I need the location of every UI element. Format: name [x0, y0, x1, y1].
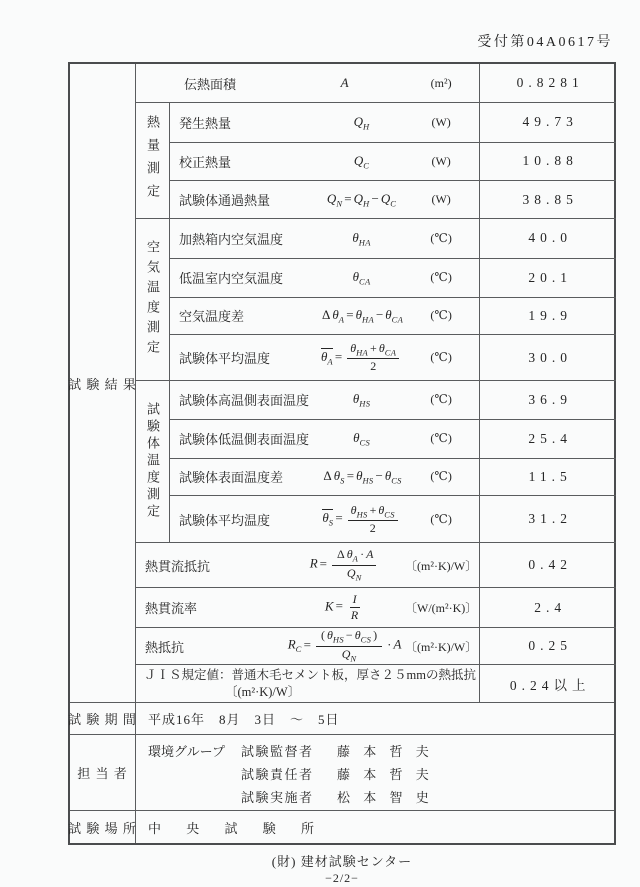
table-row — [170, 142, 616, 181]
row-formula — [320, 191, 403, 209]
row-main-cell — [170, 219, 480, 258]
formula-operator: − — [375, 307, 384, 323]
staff-name: 藤 本 哲 夫 — [336, 767, 434, 782]
staff-name: 藤 本 哲 夫 — [336, 744, 434, 759]
fraction-numerator — [332, 547, 376, 565]
bottom-rows — [70, 702, 614, 843]
row-value: 31.2 — [528, 511, 572, 527]
formula-subscript: CS — [384, 509, 395, 520]
formula-variable: θ — [384, 468, 392, 484]
formula-operator: − — [375, 468, 383, 484]
formula-variable: θ — [378, 502, 385, 517]
staff-name: 松 本 智 史 — [336, 790, 434, 805]
row-label: 試験体通過熱量 — [179, 193, 271, 209]
formula-operator: ) — [373, 628, 378, 643]
fraction-numerator — [350, 592, 360, 608]
formula-subscript: C — [295, 644, 302, 655]
row-value: 20.1 — [528, 269, 572, 285]
row-main-cell — [170, 298, 480, 335]
row-header-label: 試 験 場 所 — [70, 811, 136, 843]
row-unit: 〔(m²·K)/W〕 — [405, 558, 478, 573]
table-row — [170, 219, 616, 258]
fraction-denominator — [348, 608, 361, 623]
formula-variable: θ — [350, 341, 357, 356]
row-label: 加熱箱内空気温度 — [179, 231, 284, 247]
row-main-cell — [170, 381, 480, 419]
formula-subscript: A — [338, 314, 345, 325]
table-row — [136, 664, 616, 702]
formula-subscript: CA — [384, 347, 397, 358]
table-row — [136, 587, 616, 627]
row-unit: (W) — [431, 153, 451, 168]
jis-spec-unit: 〔(m²·K)/W〕 — [224, 684, 301, 699]
formula-variable: θ — [352, 391, 360, 407]
row-main-cell — [170, 420, 480, 458]
formula-operator: = — [346, 468, 355, 484]
row-unit: 〔W/(m²·K)〕 — [405, 601, 478, 615]
row-label: 熱貫流率 — [145, 601, 198, 616]
table-row — [170, 458, 616, 496]
row-label: 試験体低温側表面温度 — [179, 432, 310, 448]
row-value: 10.88 — [522, 153, 578, 169]
row-header-label: 担 当 者 — [70, 735, 136, 810]
formula-subscript: H — [363, 198, 370, 209]
row-value: 19.9 — [528, 307, 572, 323]
formula-variable: Q — [353, 152, 364, 168]
row-main-cell — [136, 588, 480, 627]
row-content — [136, 811, 614, 843]
table-row — [170, 495, 616, 542]
measurement-group — [136, 218, 616, 380]
row-content — [136, 703, 614, 734]
staff-line — [241, 741, 434, 760]
table-row — [70, 702, 614, 734]
row-unit: (m²) — [430, 75, 452, 90]
row-label: 熱抵抗 — [145, 639, 185, 655]
table-row — [136, 627, 616, 664]
staff-line — [241, 764, 434, 783]
staff-block — [148, 739, 614, 806]
formula-subscript: N — [336, 198, 343, 209]
group-rows — [170, 219, 616, 380]
formula-subscript: A — [327, 356, 333, 367]
formula-variable: θ — [356, 468, 363, 484]
table-row — [136, 542, 616, 587]
row-label: 熱貫流抵抗 — [145, 558, 211, 574]
formula-subscript: C — [390, 198, 397, 209]
row-value-text: 中 央 試 験 所 — [148, 820, 326, 836]
row-value: 0.42 — [528, 557, 572, 572]
group-rows — [170, 103, 616, 218]
formula-subscript: HS — [362, 475, 374, 486]
row-main-cell — [136, 628, 480, 664]
row-label: 低温室内空気温度 — [179, 271, 284, 287]
formula-fraction — [348, 503, 398, 536]
overline-bar — [322, 509, 333, 528]
row-main-cell — [170, 459, 480, 496]
row-main-cell — [170, 181, 480, 218]
group-label: 熱量測定 — [136, 103, 170, 218]
formula-subscript: HS — [332, 634, 344, 645]
formula-variable: θ — [385, 307, 392, 323]
formula-subscript: HA — [362, 314, 374, 325]
row-formula — [320, 114, 403, 132]
row-label: 伝熱面積 — [184, 76, 237, 92]
formula-subscript: C — [363, 160, 370, 171]
row-value: 25.4 — [528, 430, 572, 446]
fraction-denominator — [339, 647, 360, 664]
formula-operator: = — [303, 636, 311, 652]
formula-subscript: S — [340, 475, 345, 486]
formula-variable: A — [393, 636, 402, 652]
row-value: 30.0 — [528, 349, 572, 365]
row-formula — [320, 153, 403, 171]
formula-operator: = — [334, 348, 343, 364]
formula-variable: R — [350, 608, 359, 622]
fraction-numerator — [348, 503, 398, 521]
formula-variable: θ — [354, 628, 361, 643]
formula-subscript: CS — [359, 437, 371, 448]
results-body — [136, 64, 616, 702]
row-value: 0.24以上 — [509, 677, 591, 693]
row-formula — [320, 307, 403, 325]
row-formula — [320, 468, 403, 486]
table-row — [170, 419, 616, 458]
formula-subscript: N — [350, 652, 357, 663]
formula-variable: Q — [341, 646, 351, 661]
row-formula — [286, 628, 403, 663]
row-formula — [320, 269, 403, 287]
staff-role: 試験監督者 — [240, 744, 314, 759]
test-results-section — [70, 64, 614, 702]
formula-operator: 2 — [370, 359, 377, 374]
measurement-group — [136, 380, 616, 542]
row-value-text: 平成16年 8月 3日 ～ 5日 — [148, 712, 340, 727]
formula-subscript: S — [328, 517, 334, 528]
row-label: 試験体平均温度 — [179, 512, 271, 528]
formula-variable: R — [309, 555, 318, 571]
overline-bar — [321, 348, 333, 367]
row-value: 0.25 — [528, 638, 572, 653]
results-table — [68, 62, 616, 845]
staff-group-name: 環境グループ — [148, 744, 225, 759]
row-unit: (℃) — [430, 308, 452, 323]
row-main-cell — [136, 543, 480, 587]
formula-subscript: CA — [359, 276, 371, 287]
staff-role: 試験実施者 — [240, 790, 314, 805]
row-unit: (℃) — [430, 469, 452, 484]
row-value: 49.73 — [522, 114, 578, 130]
staff-line — [241, 787, 434, 806]
table-row — [70, 734, 614, 810]
row-label: 試験体高温側表面温度 — [179, 393, 310, 409]
formula-subscript: HS — [356, 509, 368, 520]
formula-variable: θ — [352, 229, 359, 245]
row-formula — [320, 341, 403, 374]
row-formula — [286, 547, 403, 582]
group-rows — [170, 381, 616, 542]
row-formula — [286, 75, 403, 91]
formula-variable: I — [352, 592, 357, 606]
formula-fraction — [348, 592, 361, 623]
table-row — [170, 258, 616, 297]
group-label: 試験体温度測定 — [136, 381, 170, 542]
fraction-denominator — [365, 359, 381, 374]
formula-operator: · — [360, 547, 365, 562]
group-label: 空気温度測定 — [136, 219, 170, 380]
staff-role: 試験責任者 — [240, 767, 314, 782]
formula-subscript: HA — [356, 347, 369, 358]
row-value: 40.0 — [528, 230, 572, 246]
row-main-cell — [170, 143, 480, 181]
fraction-denominator — [344, 566, 365, 583]
receipt-number: 受付第04A0617号 — [477, 35, 613, 50]
formula-subscript: N — [355, 571, 362, 582]
formula-operator: = — [344, 190, 352, 206]
table-row — [170, 103, 616, 142]
formula-variable: θ — [352, 268, 360, 284]
fraction-denominator — [365, 521, 381, 536]
formula-fraction — [347, 341, 399, 374]
formula-operator: + — [369, 502, 377, 517]
row-value: 2.4 — [534, 599, 567, 615]
row-unit: (℃) — [430, 230, 452, 245]
formula-subscript: CS — [391, 475, 402, 486]
formula-operator: Δ — [336, 547, 345, 562]
formula-operator: − — [371, 190, 379, 206]
row-label: 試験体表面温度差 — [179, 470, 284, 486]
formula-variable: θ — [322, 510, 329, 526]
formula-operator: ( — [321, 628, 325, 643]
formula-variable: A — [340, 75, 349, 90]
page-number: −2/2− — [325, 871, 359, 885]
row-value: 0.8281 — [516, 75, 584, 90]
formula-operator: Δ — [322, 307, 331, 323]
row-main-cell — [170, 259, 480, 297]
table-row — [70, 810, 614, 843]
formula-variable: θ — [320, 348, 328, 364]
formula-variable: Q — [346, 565, 356, 580]
row-main-cell — [170, 103, 480, 142]
staff-lines — [241, 741, 434, 806]
row-main-cell — [136, 665, 480, 702]
row-formula — [320, 230, 403, 248]
row-unit: 〔(m²·K)/W〕 — [405, 639, 478, 654]
row-unit: (W) — [431, 192, 451, 207]
formula-variable: K — [324, 598, 334, 614]
formula-subscript: H — [363, 121, 370, 132]
table-row — [170, 297, 616, 335]
formula-operator: = — [319, 555, 327, 571]
row-label: 空気温度差 — [179, 309, 245, 325]
formula-variable: θ — [346, 547, 353, 562]
formula-subscript: HA — [358, 237, 371, 248]
row-main-cell — [170, 335, 480, 380]
formula-operator: = — [335, 598, 343, 614]
formula-operator: Δ — [323, 468, 332, 484]
jis-spec-text: ＪＩＳ規定値：普通木毛セメント板，厚さ２５mmの熱抵抗 — [144, 668, 476, 683]
fraction-numerator — [347, 341, 399, 359]
formula-subscript: CA — [391, 314, 404, 325]
row-unit: (℃) — [430, 392, 452, 407]
row-label: 校正熱量 — [179, 154, 232, 170]
row-value: 36.9 — [528, 391, 572, 407]
row-unit: (℃) — [430, 431, 452, 446]
row-label: 発生熱量 — [179, 115, 232, 131]
row-header-label: 試 験 期 間 — [70, 703, 136, 734]
table-row — [136, 64, 616, 102]
formula-fraction — [332, 547, 376, 582]
row-main-cell — [170, 496, 480, 542]
row-main-cell — [136, 64, 480, 102]
fraction-numerator — [316, 628, 382, 646]
formula-variable: θ — [332, 307, 339, 323]
formula-operator: 2 — [369, 520, 376, 535]
row-formula — [320, 391, 403, 409]
table-row — [170, 381, 616, 419]
formula-variable: Q — [326, 190, 337, 206]
formula-variable: R — [287, 636, 296, 652]
formula-variable: θ — [353, 429, 360, 445]
row-value: 11.5 — [528, 468, 572, 484]
formula-variable: θ — [350, 502, 357, 517]
formula-variable: θ — [355, 307, 362, 323]
row-formula — [320, 503, 403, 536]
formula-operator: − — [345, 628, 353, 643]
formula-variable: A — [366, 547, 374, 562]
row-value: 38.85 — [522, 191, 578, 207]
formula-variable: θ — [327, 628, 333, 643]
row-unit: (℃) — [430, 270, 452, 285]
section-label-test-results: 試 験 結 果 — [70, 64, 136, 702]
formula-variable: Q — [353, 113, 364, 129]
formula-variable: Q — [380, 190, 391, 206]
row-unit: (℃) — [430, 511, 452, 526]
formula-variable: Q — [353, 190, 364, 206]
table-row — [170, 180, 616, 218]
formula-variable: θ — [333, 468, 341, 484]
formula-subscript: HS — [359, 398, 371, 409]
row-formula — [320, 430, 403, 448]
row-content — [136, 735, 614, 810]
formula-operator: · — [387, 636, 392, 652]
table-row — [170, 334, 616, 380]
formula-operator: + — [370, 341, 377, 356]
row-formula — [286, 592, 403, 623]
formula-operator: = — [335, 510, 343, 526]
formula-fraction — [316, 628, 382, 663]
formula-variable: θ — [378, 341, 385, 356]
issuer-name: (財) 建材試験センター — [271, 854, 413, 869]
formula-subscript: A — [352, 553, 359, 564]
row-unit: (℃) — [430, 350, 452, 365]
formula-subscript: CS — [360, 634, 372, 645]
formula-operator: = — [346, 307, 354, 323]
row-unit: (W) — [431, 114, 451, 129]
measurement-group — [136, 102, 616, 218]
row-label: 試験体平均温度 — [179, 351, 271, 367]
